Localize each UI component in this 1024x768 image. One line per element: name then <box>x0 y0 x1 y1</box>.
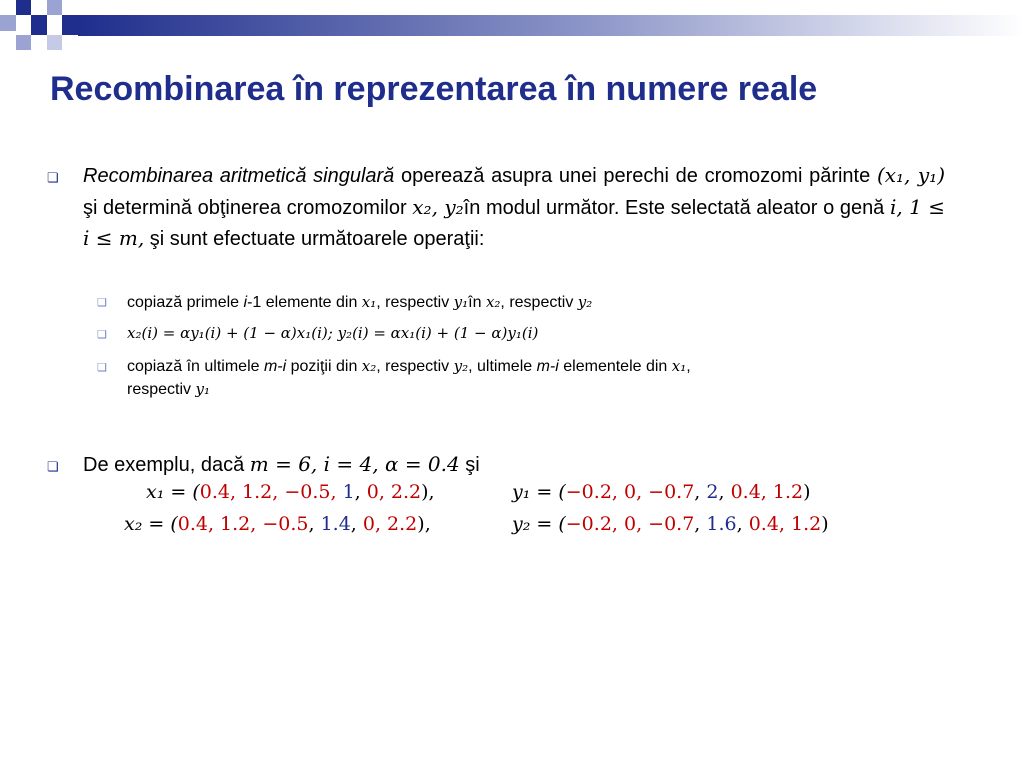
subbullet-copy-last: copiază în ultimele m-i poziţii din x₂, respectiv y₂, ultimele m-i elementele din x₁, respectiv y₁ <box>127 357 691 398</box>
header-gradient-bar <box>78 15 1024 36</box>
deco-square <box>31 15 47 35</box>
formula-arithmetic-crossover: x₂(i) = αy₁(i) + (1 − α)x₁(i); y₂(i) = αx₁(i) + (1 − α)y₁(i) <box>127 324 539 342</box>
deco-square <box>62 15 78 35</box>
header-decoration <box>0 0 1024 60</box>
hollow-square-sub-bullet-icon: ❏ <box>97 329 107 341</box>
deco-square <box>16 35 31 50</box>
subbullet-formula <box>127 322 947 345</box>
deco-square <box>16 0 31 15</box>
hollow-square-sub-bullet-icon: ❏ <box>97 362 107 374</box>
hollow-square-bullet-icon: ❏ <box>47 170 59 185</box>
bullet-recombinare-aritmetica: Recombinarea aritmetică singulară operează asupra unei perechi de cromozomi părinte (x₁, y₁) şi determină obţinerea cromozomilor x₂, y₂în modul următor. Este selectată aleator o genă i, 1 ≤ i ≤ m, şi sunt efectuate următoarele operaţii: <box>83 163 946 250</box>
example-x1: x₁ = (0.4, 1.2, −0.5, 1, 0, 2.2), <box>146 481 435 503</box>
deco-square <box>0 15 16 31</box>
deco-square <box>47 35 62 50</box>
subbullet-copy-first: copiază primele i-1 elemente din x₁, respectiv y₁în x₂, respectiv y₂ <box>127 293 593 311</box>
page-title: Recombinarea în reprezentarea în numere reale <box>50 70 818 108</box>
bullet-example: De exemplu, dacă m = 6, i = 4, α = 0.4 şi <box>83 452 480 476</box>
example-y2: y₂ = (−0.2, 0, −0.7, 1.6, 0.4, 1.2) <box>512 513 829 535</box>
example-x2: x₂ = (0.4, 1.2, −0.5, 1.4, 0, 2.2), <box>124 513 431 535</box>
example-y1: y₁ = (−0.2, 0, −0.7, 2, 0.4, 1.2) <box>512 481 811 503</box>
deco-square <box>47 0 62 15</box>
math-gene-index: i, 1 ≤ i ≤ m, <box>83 194 946 250</box>
math-example-params: m = 6, i = 4, α = 0.4 <box>249 452 460 476</box>
hollow-square-bullet-icon: ❏ <box>47 459 59 474</box>
math-parents: (x₁, y₁) <box>876 163 945 187</box>
hollow-square-sub-bullet-icon: ❏ <box>97 297 107 309</box>
math-offspring: x₂, y₂ <box>412 194 464 219</box>
term-recombinare: Recombinarea aritmetică singulară <box>83 165 395 187</box>
